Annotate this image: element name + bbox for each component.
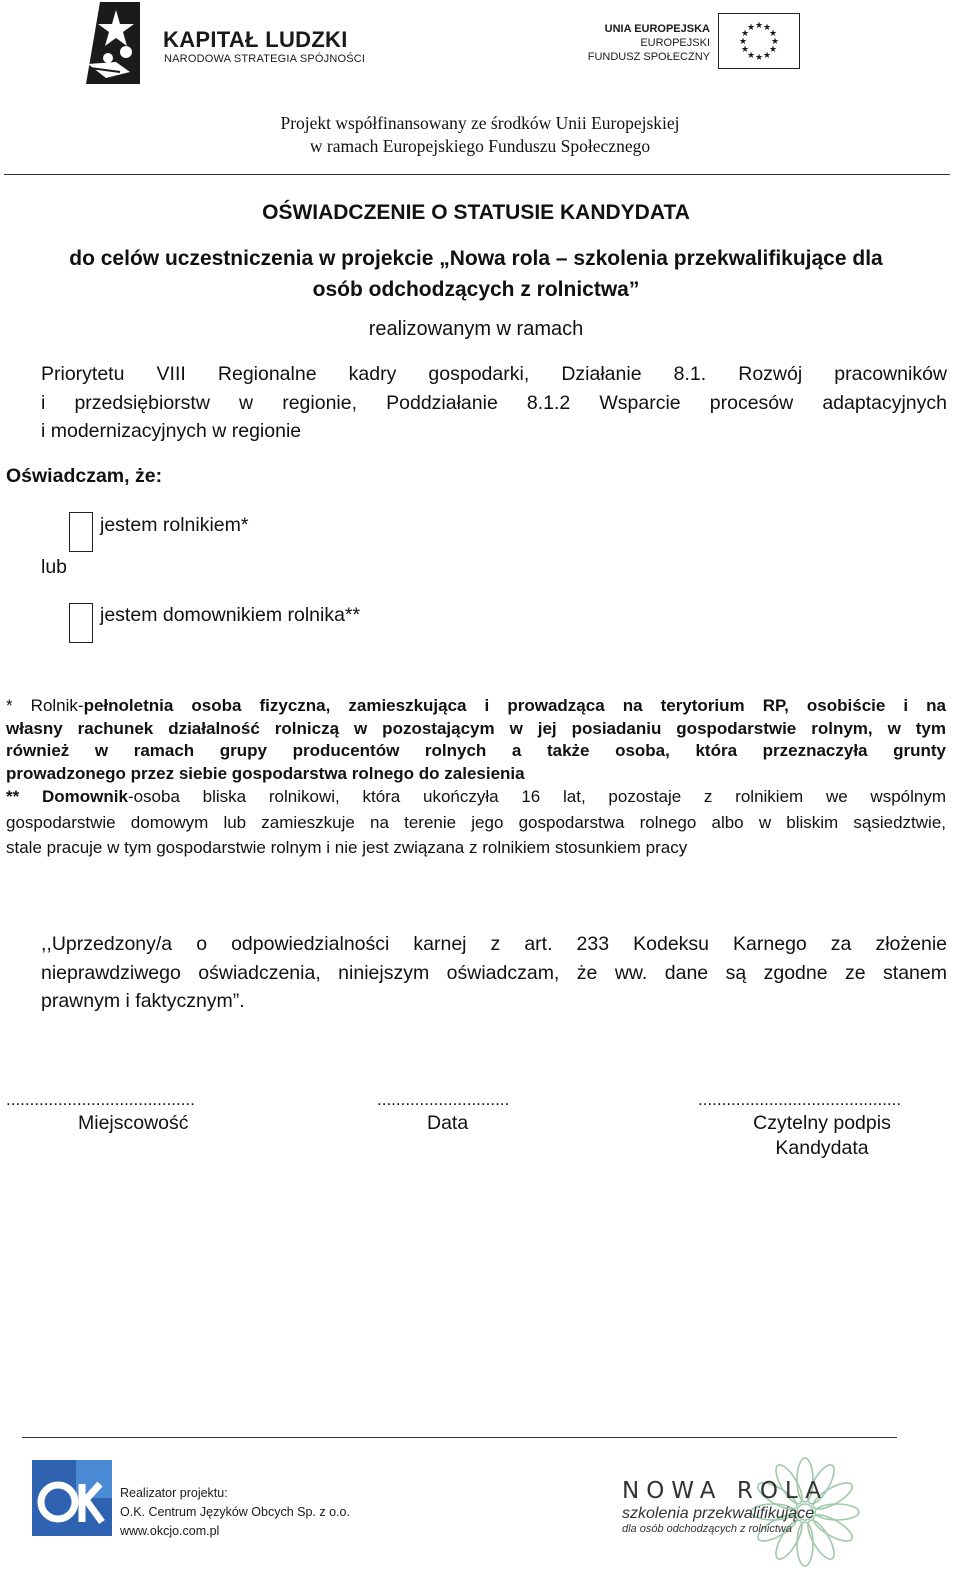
farmer-footnote-prefix: * Rolnik- [6, 696, 84, 715]
document-title: OŚWIADCZENIE O STATUSIE KANDYDATA [262, 201, 690, 224]
eu-fund-label [560, 22, 710, 64]
kapital-ludzki-emblem-icon [86, 2, 166, 84]
svg-text:★: ★ [746, 51, 756, 61]
ok-centrum-logo-icon [32, 1460, 112, 1536]
nowa-rola-subtitle1: szkolenia przekwalifikujące [622, 1505, 815, 1522]
farmer-footnote [6, 695, 946, 785]
household-footnote-line1 [6, 784, 946, 810]
household-member-option-label: jestem domownikiem rolnika** [100, 604, 361, 626]
declaration-heading: Oświadczam, że: [6, 465, 163, 487]
priority-line2: i przedsiębiorstw w regionie, Poddziałanie 8.1.2 Wsparcie procesów adaptacyjnych [41, 391, 947, 414]
farmer-footnote-line3: również w ramach grupy producentów rolnych a także osoba, która przeznaczyła grunty [6, 741, 946, 760]
household-member-checkbox[interactable] [69, 603, 93, 643]
svg-text:★: ★ [768, 45, 778, 55]
priority-paragraph [41, 360, 947, 446]
place-label: Miejscowość [78, 1112, 189, 1134]
date-dotted-line[interactable]: ............................ [377, 1090, 510, 1109]
farmer-option-label: jestem rolnikiem* [100, 514, 249, 536]
footer-divider [22, 1437, 897, 1438]
signature-label-line1: Czytelny podpis [753, 1112, 891, 1134]
farmer-footnote-line2: własny rachunek działalność rolniczą w pozostającym w jej posiadaniu gospodarstwie rolnym, w tym [6, 718, 946, 738]
household-footnote-line1-rest: -osoba bliska rolnikowi, która ukończyła 16 lat, pozostaje z rolnikiem we wspólnym [127, 787, 946, 806]
document-purpose [0, 243, 952, 305]
svg-text:★: ★ [754, 53, 764, 63]
svg-text:★: ★ [738, 37, 748, 47]
kapital-ludzki-subtitle: NARODOWA STRATEGIA SPÓJNOŚCI [164, 53, 366, 65]
nowa-rola-logo [622, 1478, 828, 1535]
svg-text:★: ★ [746, 23, 756, 33]
svg-text:★: ★ [762, 51, 772, 61]
eu-label-line2: EUROPEJSKI [640, 37, 710, 49]
purpose-line1: do celów uczestniczenia w projekcie „Nowa rola – szkolenia przekwalifikujące dla [69, 247, 883, 270]
eu-label-line3: FUNDUSZ SPOŁECZNY [587, 51, 710, 63]
or-label: lub [41, 556, 68, 578]
signature-label-line2: Kandydata [775, 1137, 869, 1159]
project-implementer [120, 1484, 350, 1541]
svg-text:★: ★ [762, 23, 772, 33]
cofinanced-line2: w ramach Europejskiego Funduszu Społecznego [309, 136, 651, 156]
liability-line3: prawnym i faktycznym”. [41, 990, 245, 1012]
nowa-rola-title: NOWA ROLA [622, 1478, 828, 1504]
svg-text:★: ★ [754, 21, 764, 31]
priority-line1: Priorytetu VIII Regionalne kadry gospodarki, Działanie 8.1. Rozwój pracowników [41, 363, 947, 385]
household-footnote-term: Domownik [41, 787, 128, 806]
liability-line2: nieprawdziwego oświadczenia, niniejszym oświadczam, że ww. dane są zgodne ze stanem [41, 961, 947, 984]
cofinanced-line1: Projekt współfinansowany ze środków Unii Europejskiej [280, 113, 680, 133]
household-footnote [6, 784, 946, 861]
implementer-url[interactable]: www.okcjo.com.pl [120, 1524, 220, 1538]
household-footnote-line3: stale pracuje w tym gospodarstwie rolnym i nie jest związana z rolnikiem stosunkiem pracy [6, 838, 688, 857]
farmer-checkbox[interactable] [69, 512, 93, 552]
purpose-line2: osób odchodzących z rolnictwa” [312, 278, 640, 301]
signature-label [722, 1112, 922, 1160]
nowa-rola-subtitle2: dla osób odchodzących z rolnictwa [622, 1523, 792, 1535]
household-footnote-prefix: ** [6, 787, 42, 806]
date-label: Data [427, 1112, 469, 1134]
implementer-name: O.K. Centrum Języków Obcych Sp. z o.o. [120, 1505, 350, 1519]
priority-line3: i modernizacyjnych w regionie [41, 420, 302, 442]
svg-text:★: ★ [768, 29, 778, 39]
liability-line1: ,,Uprzedzony/a o odpowiedzialności karnej z art. 233 Kodeksu Karnego za złożenie [41, 933, 947, 955]
header-divider [4, 174, 950, 175]
eu-label-line1: UNIA EUROPEJSKA [604, 23, 710, 35]
eu-flag-icon [718, 13, 800, 69]
farmer-footnote-line4: prowadzonego przez siebie gospodarstwa rolnego do zalesienia [6, 763, 525, 783]
svg-text:★: ★ [770, 37, 780, 47]
kapital-ludzki-title: KAPITAŁ LUDZKI [163, 27, 348, 52]
place-dotted-line[interactable]: ........................................ [6, 1090, 195, 1109]
signature-dotted-line[interactable]: ........................................... [698, 1090, 902, 1109]
farmer-footnote-line1-bold: pełnoletnia osoba fizyczna, zamieszkująca i prowadząca na terytorium RP, osobiście i na [83, 696, 946, 715]
farmer-footnote-line1 [6, 695, 946, 718]
svg-text:★: ★ [740, 45, 750, 55]
household-footnote-line2: gospodarstwie domowym lub zamieszkuje na terenie jego gospodarstwa rolnego albo w bliskim sąsiedztwie, [6, 812, 946, 832]
svg-text:★: ★ [740, 29, 750, 39]
implementer-label: Realizator projektu: [120, 1486, 228, 1500]
liability-statement [41, 930, 947, 1016]
realized-within: realizowanym w ramach [368, 318, 584, 340]
